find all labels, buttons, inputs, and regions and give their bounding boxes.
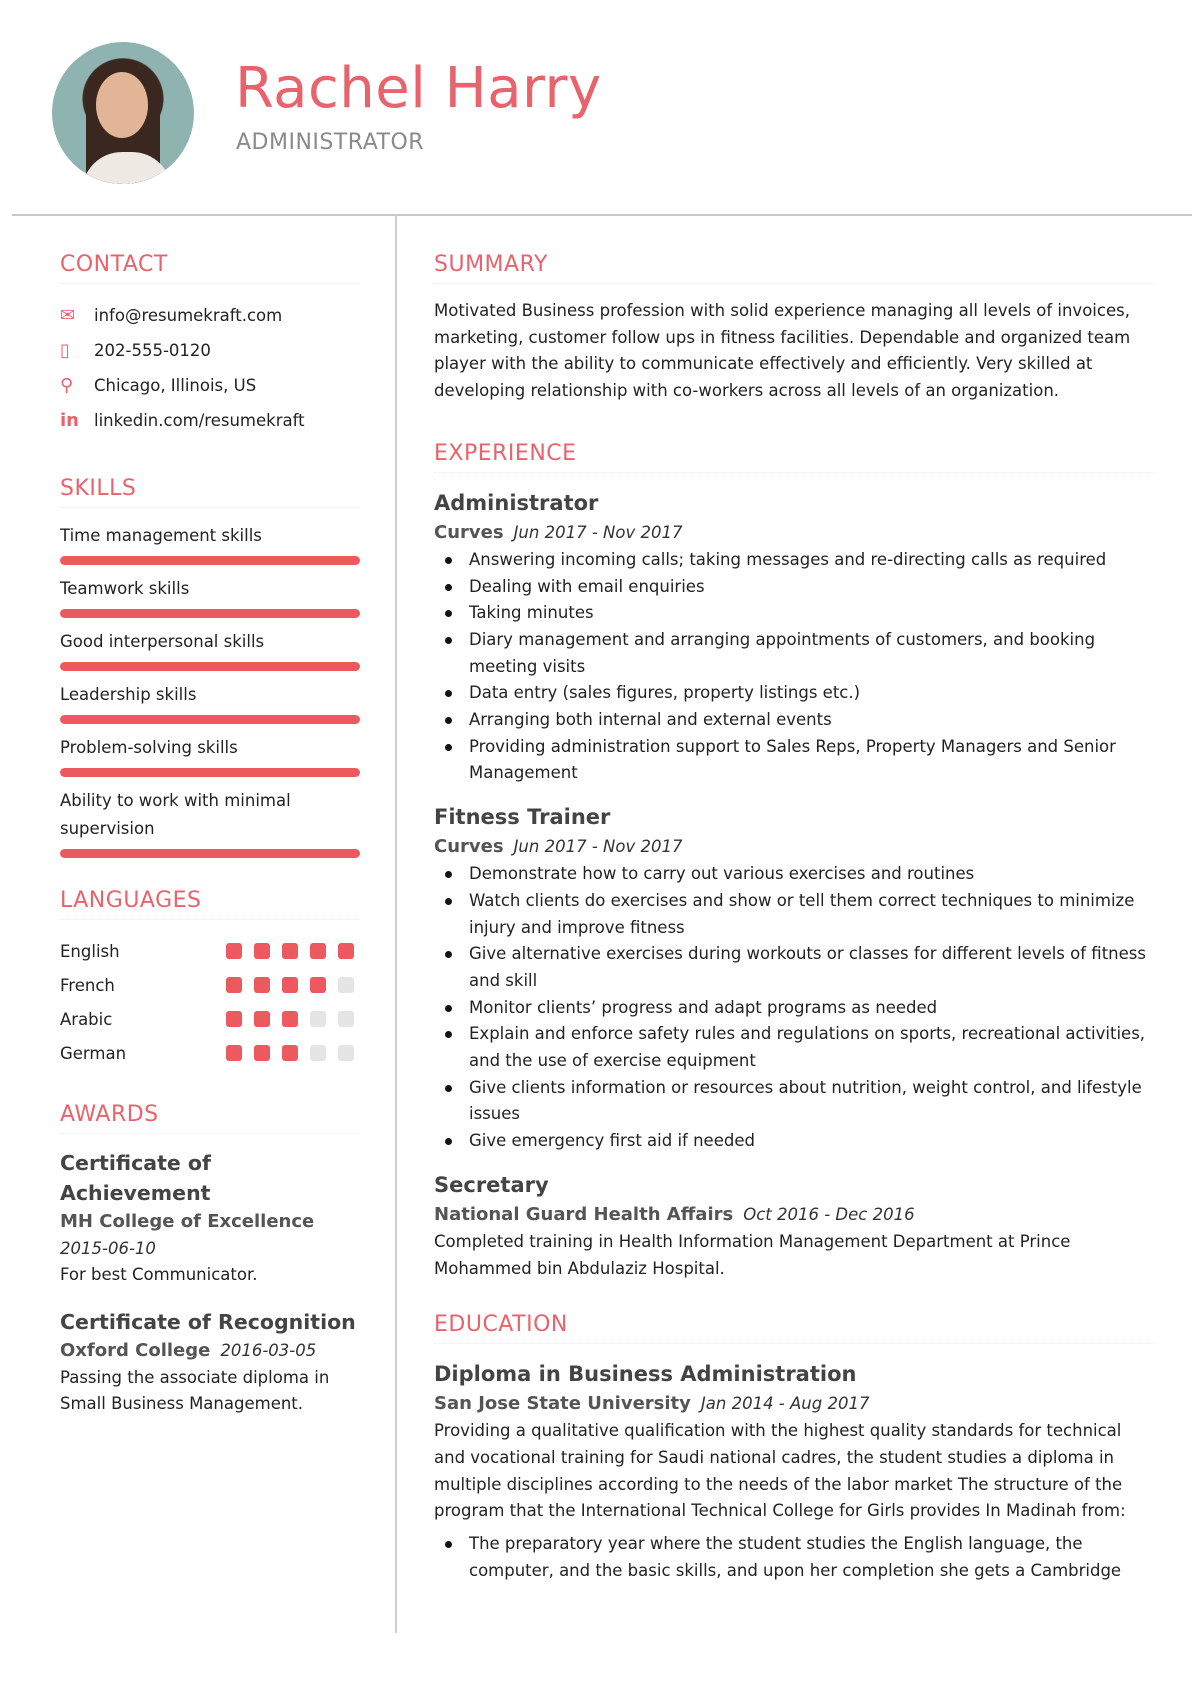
job-entry bbox=[434, 1169, 1154, 1282]
education-desc: Providing a qualitative qualification with the highest quality standards for technical and vocational training for Saudi national cadres, the student studies a diploma in multiple disciplines according to the needs of the labor market The structure of the program that the International Technical College for Girls provides In Madinah from: bbox=[434, 1421, 1126, 1521]
job-entry bbox=[434, 487, 1154, 787]
linkedin-icon: in bbox=[60, 410, 79, 431]
skill-label: Problem-solving skills bbox=[60, 738, 238, 757]
language-item bbox=[60, 1002, 360, 1036]
awards-heading: AWARDS bbox=[60, 1102, 360, 1134]
award-title: Certificate of Achievement bbox=[60, 1151, 211, 1205]
job-entry bbox=[434, 801, 1154, 1155]
job-title: Fitness Trainer bbox=[434, 805, 611, 830]
skill-label: Good interpersonal skills bbox=[60, 632, 265, 651]
contact-text: linkedin.com/resumekraft bbox=[94, 411, 305, 430]
rating-dot bbox=[310, 943, 326, 959]
contact-list bbox=[60, 298, 360, 438]
job-bullet: Demonstrate how to carry out various exercises and routines bbox=[434, 861, 1154, 888]
rating-dot bbox=[282, 977, 298, 993]
skill-bar bbox=[60, 715, 360, 724]
phone-icon: ▯ bbox=[60, 340, 70, 361]
language-item bbox=[60, 968, 360, 1002]
skill-bar bbox=[60, 768, 360, 777]
skill-label: Leadership skills bbox=[60, 685, 197, 704]
contact-text: info@resumekraft.com bbox=[94, 306, 283, 325]
job-bullet: Give alternative exercises during workouts or classes for different levels of fitness and skill bbox=[434, 941, 1154, 994]
skills-heading: SKILLS bbox=[60, 476, 360, 508]
job-bullet: Providing administration support to Sales Reps, Property Managers and Senior Management bbox=[434, 734, 1154, 787]
job-company: National Guard Health Affairs bbox=[434, 1203, 734, 1225]
education-entry bbox=[434, 1358, 1154, 1584]
summary-heading: SUMMARY bbox=[434, 252, 1154, 284]
rating-dot bbox=[254, 943, 270, 959]
job-date: Jun 2017 - Nov 2017 bbox=[513, 837, 683, 857]
award-item bbox=[60, 1307, 360, 1418]
award-desc: Passing the associate diploma in Small Business Management. bbox=[60, 1367, 330, 1414]
job-date: Oct 2016 - Dec 2016 bbox=[743, 1204, 915, 1224]
candidate-role: ADMINISTRATOR bbox=[236, 130, 425, 155]
rating-dot bbox=[310, 1045, 326, 1061]
rating-dot bbox=[338, 977, 354, 993]
skill-label: Time management skills bbox=[60, 526, 262, 545]
rating-dot bbox=[226, 1011, 242, 1027]
skill-item bbox=[60, 628, 360, 671]
contact-item[interactable] bbox=[60, 368, 360, 403]
job-bullet: Monitor clients’ progress and adapt programs as needed bbox=[434, 995, 1154, 1022]
degree-title: Diploma in Business Administration bbox=[434, 1362, 857, 1387]
job-title: Administrator bbox=[434, 490, 599, 515]
award-desc: For best Communicator. bbox=[60, 1265, 258, 1284]
right-column bbox=[434, 252, 1154, 1585]
education-date: Jan 2014 - Aug 2017 bbox=[700, 1394, 870, 1414]
skill-bar bbox=[60, 849, 360, 858]
skill-bar bbox=[60, 556, 360, 565]
job-company: Curves bbox=[434, 521, 504, 543]
contact-item[interactable] bbox=[60, 298, 360, 333]
rating-dot bbox=[338, 1045, 354, 1061]
skill-label: Teamwork skills bbox=[60, 579, 190, 598]
skills-section bbox=[60, 476, 360, 858]
rating-dot bbox=[338, 1011, 354, 1027]
skill-label: Ability to work with minimal supervision bbox=[60, 791, 291, 838]
school-name: San Jose State University bbox=[434, 1393, 691, 1415]
skill-bar bbox=[60, 662, 360, 671]
education-heading: EDUCATION bbox=[434, 1312, 1154, 1344]
language-name: Arabic bbox=[60, 1009, 113, 1029]
award-item bbox=[60, 1148, 360, 1289]
language-rating bbox=[226, 1011, 354, 1027]
job-bullet: Give clients information or resources about nutrition, weight control, and lifestyle issues bbox=[434, 1075, 1154, 1128]
education-section bbox=[434, 1312, 1154, 1584]
rating-dot bbox=[226, 1045, 242, 1061]
rating-dot bbox=[226, 977, 242, 993]
job-company: Curves bbox=[434, 836, 504, 858]
language-rating bbox=[226, 943, 354, 959]
job-bullet: Answering incoming calls; taking messages and re-directing calls as required bbox=[434, 547, 1154, 574]
job-bullet: Dealing with email enquiries bbox=[434, 574, 1154, 601]
job-bullet: Data entry (sales figures, property listings etc.) bbox=[434, 680, 1154, 707]
language-item bbox=[60, 934, 360, 968]
contact-item[interactable] bbox=[60, 333, 360, 368]
awards-section bbox=[60, 1102, 360, 1418]
language-rating bbox=[226, 1045, 354, 1061]
contact-text: Chicago, Illinois, US bbox=[94, 376, 257, 395]
language-rating bbox=[226, 977, 354, 993]
award-title: Certificate of Recognition bbox=[60, 1309, 356, 1334]
rating-dot bbox=[254, 1045, 270, 1061]
language-name: German bbox=[60, 1043, 127, 1063]
envelope-icon: ✉ bbox=[60, 305, 76, 326]
candidate-name: Rachel Harry bbox=[235, 56, 602, 121]
summary-text: Motivated Business profession with solid experience managing all levels of invoices, marketing, customer follow ups in fitness facilities. Dependable and organized team player with the ability to communicate effectively and efficiently. Very skilled at developing relationship with co-workers across all levels of an organization. bbox=[434, 301, 1131, 401]
contact-heading: CONTACT bbox=[60, 252, 360, 284]
award-date: 2015-06-10 bbox=[60, 1239, 156, 1258]
location-pin-icon: ⚲ bbox=[60, 375, 74, 396]
skill-item bbox=[60, 575, 360, 618]
rating-dot bbox=[226, 943, 242, 959]
experience-section bbox=[434, 441, 1154, 1282]
skill-item bbox=[60, 787, 360, 858]
job-bullet: Give emergency first aid if needed bbox=[434, 1128, 1154, 1155]
column-divider bbox=[395, 215, 397, 1633]
skill-item bbox=[60, 734, 360, 777]
job-bullet: Explain and enforce safety rules and regulations on sports, recreational activities, and the use of exercise equipment bbox=[434, 1021, 1154, 1074]
rating-dot bbox=[310, 977, 326, 993]
rating-dot bbox=[282, 943, 298, 959]
rating-dot bbox=[254, 1011, 270, 1027]
header-divider bbox=[12, 214, 1192, 216]
award-org: Oxford College bbox=[60, 1339, 211, 1361]
rating-dot bbox=[254, 977, 270, 993]
job-bullet: Watch clients do exercises and show or tell them correct techniques to minimize injury and improve fitness bbox=[434, 888, 1154, 941]
job-desc: Completed training in Health Information Management Department at Prince Mohammed bin Abdulaziz Hospital. bbox=[434, 1231, 1071, 1278]
profile-photo bbox=[52, 42, 194, 184]
rating-dot bbox=[338, 943, 354, 959]
job-bullet: Diary management and arranging appointments of customers, and booking meeting visits bbox=[434, 627, 1154, 680]
award-date: 2016-03-05 bbox=[220, 1340, 317, 1360]
skill-bar bbox=[60, 609, 360, 618]
language-name: English bbox=[60, 941, 120, 961]
languages-heading: LANGUAGES bbox=[60, 888, 360, 920]
language-name: French bbox=[60, 975, 115, 995]
languages-section bbox=[60, 888, 360, 1070]
skill-item bbox=[60, 681, 360, 724]
job-title: Secretary bbox=[434, 1172, 549, 1197]
job-bullet: Taking minutes bbox=[434, 600, 1154, 627]
rating-dot bbox=[310, 1011, 326, 1027]
education-bullet: The preparatory year where the student studies the English language, the computer, and the basic skills, and upon her completion she gets a Cambridge bbox=[434, 1531, 1154, 1584]
skill-item bbox=[60, 522, 360, 565]
award-org: MH College of Excellence bbox=[60, 1211, 315, 1232]
rating-dot bbox=[282, 1045, 298, 1061]
contact-item[interactable] bbox=[60, 403, 360, 438]
contact-text: 202-555-0120 bbox=[94, 341, 211, 360]
rating-dot bbox=[282, 1011, 298, 1027]
job-date: Jun 2017 - Nov 2017 bbox=[513, 522, 683, 542]
left-column bbox=[60, 252, 360, 1418]
job-bullet: Arranging both internal and external events bbox=[434, 707, 1154, 734]
language-item bbox=[60, 1036, 360, 1070]
experience-heading: EXPERIENCE bbox=[434, 441, 1154, 473]
